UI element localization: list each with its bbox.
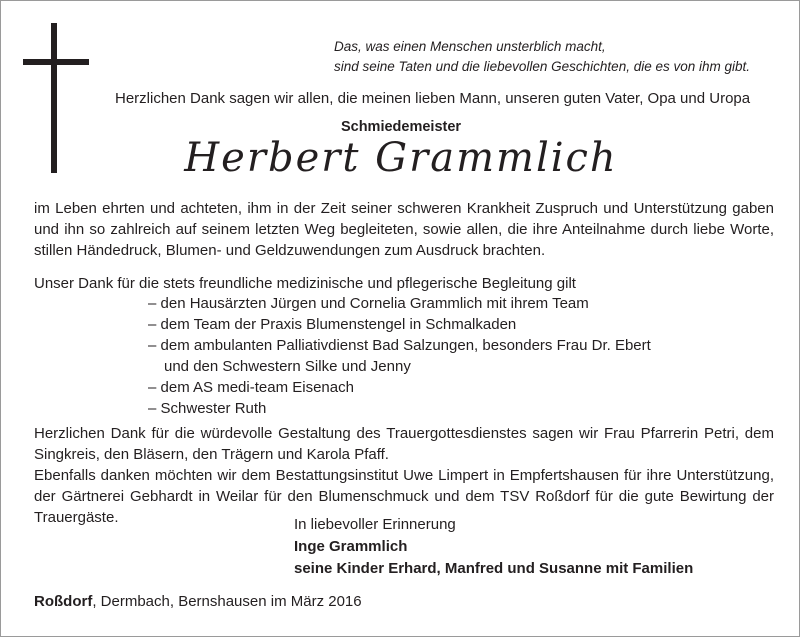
place-town: Roßdorf [34,593,93,610]
motto [334,37,750,77]
place-rest: , Dermbach, Bernshausen im März 2016 [92,593,362,610]
motto-line-2: sind seine Taten und die liebevollen Geschichten, die es von ihm gibt. [334,59,751,74]
thanks-paragraph-3: Herzlichen Dank für die würdevolle Gestaltung des Trauergottesdienstes sagen wir Frau Pfarrerin Petri, dem Singkreis, den Bläsern, den Trägern und Karola Pfaff. [34,425,774,463]
list-item-continuation: und den Schwestern Silke und Jenny [164,358,411,375]
signatory-family: seine Kinder Erhard, Manfred und Susanne mit Familien [294,560,694,577]
list-item: – Schwester Ruth [148,400,267,417]
closing-line: In liebevoller Erinnerung [294,516,456,533]
profession: Schmiedemeister [340,119,462,135]
place-and-date [34,593,362,610]
list-item: – dem ambulanten Palliativdienst Bad Salzungen, besonders Frau Dr. Ebert [148,337,651,354]
signatory-name: Inge Grammlich [294,538,408,555]
deceased-name: Herbert Grammlich [184,135,618,181]
thanks-list [148,293,651,419]
list-item: – dem AS medi-team Eisenach [148,379,354,396]
motto-line-1: Das, was einen Menschen unsterblich macht, [334,39,606,54]
thanks-paragraph-2: Unser Dank für die stets freundliche medizinische und pflegerische Begleitung gilt [34,275,576,292]
intro-text: Herzlichen Dank sagen wir allen, die meinen lieben Mann, unseren guten Vater, Opa und Uropa [115,90,751,107]
thanks-paragraph-1: im Leben ehrten und achteten, ihm in der Zeit seiner schweren Krankheit Zuspruch und Unterstützung gaben und ihn so zahlreich auf seinem letzten Weg begleiteten, sowie allen, die ihre Anteilnahme durch liebe Worte, stillen Händedruck, Blumen- und Geldzuwendungen zum Ausdruck brachten. [34,200,774,259]
thanks-paragraph-4: Ebenfalls danken möchten wir dem Bestattungsinstitut Uwe Limpert in Empfertshausen für ihre Unterstützung, der Gärtnerei Gebhardt in Weilar für den Blumenschmuck und dem TSV Roßdorf für die gute Bewirtung der Trauergäste. [34,467,774,526]
list-item: – den Hausärzten Jürgen und Cornelia Grammlich mit ihrem Team [148,295,589,312]
closing-signature [294,514,693,580]
list-item: – dem Team der Praxis Blumenstengel in Schmalkaden [148,316,517,333]
